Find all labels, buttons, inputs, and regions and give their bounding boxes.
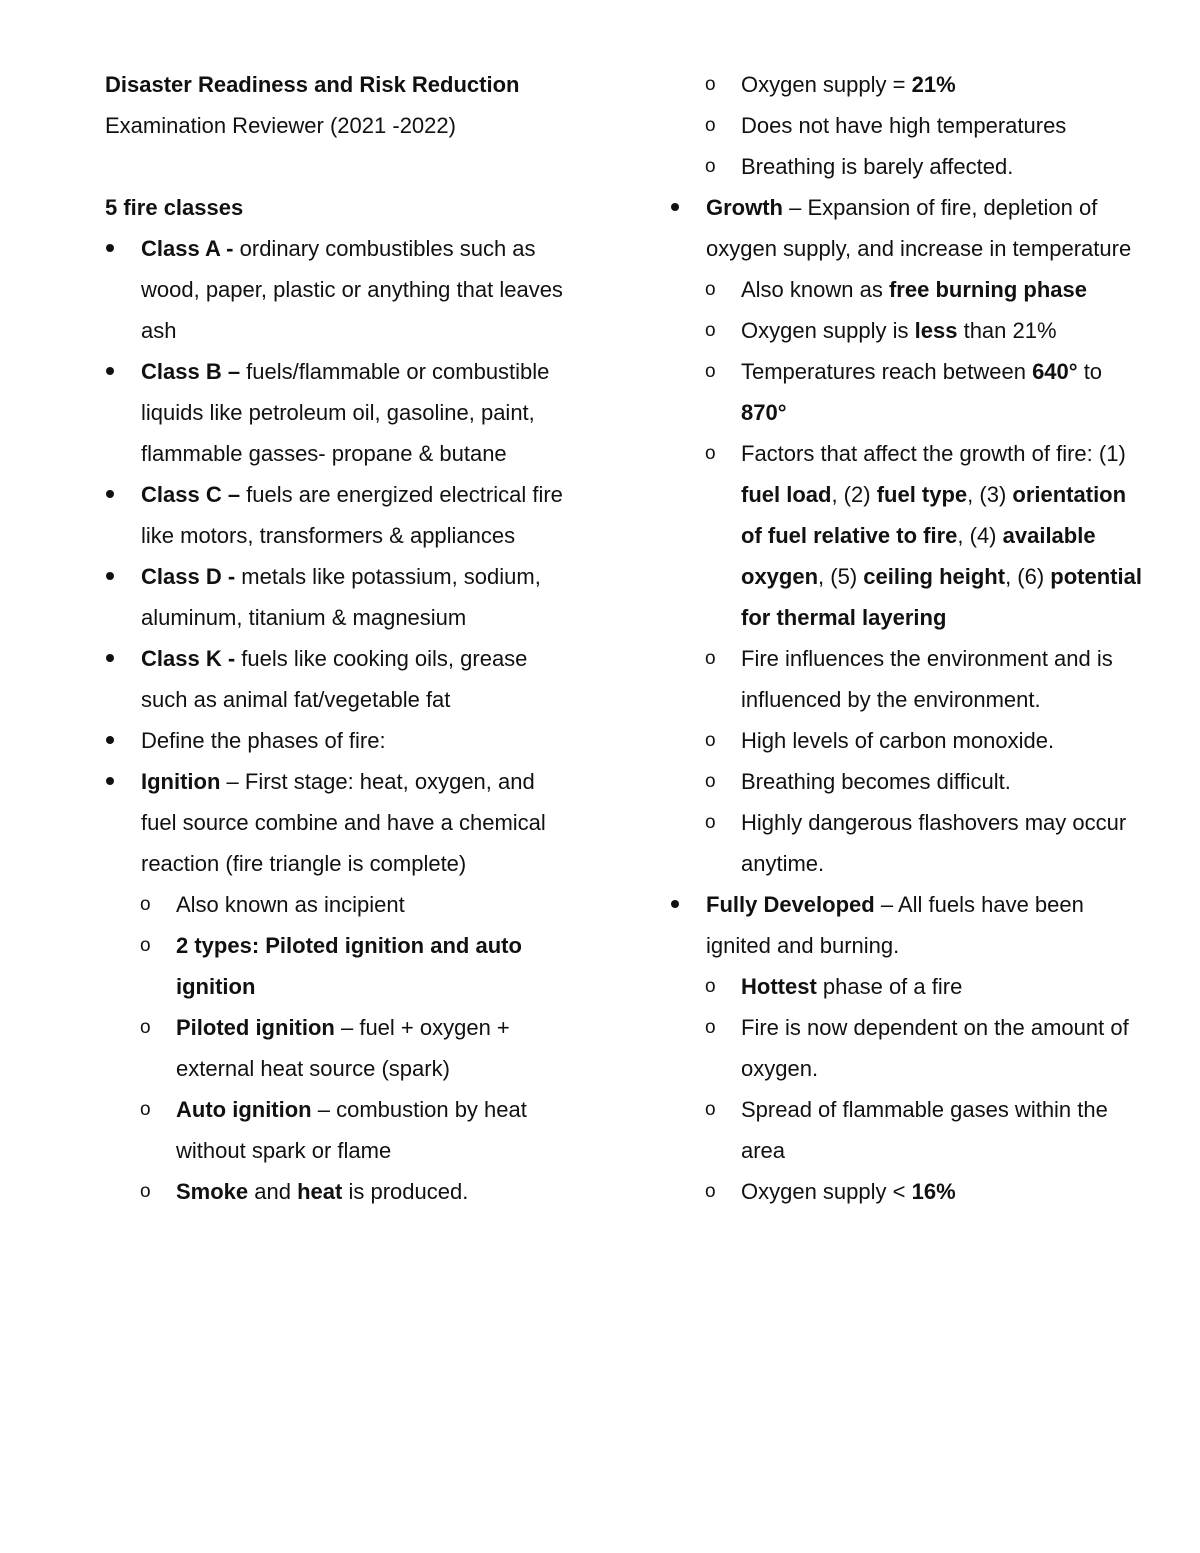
bold-text: fuel type xyxy=(876,482,968,507)
plain-text: , (4) xyxy=(957,523,1003,548)
plain-text: – fuel + oxygen + external heat source (spark) xyxy=(176,1015,510,1081)
left-column xyxy=(105,64,575,1212)
phase-description: – Expansion of fire, depletion of oxygen supply, and increase in temperature xyxy=(706,195,1132,261)
class-description: fuels like cooking oils, grease such as animal fat/vegetable fat xyxy=(141,646,528,712)
fully-developed-item xyxy=(670,884,1145,966)
growth-sublist xyxy=(670,269,1145,884)
class-description: metals like potassium, sodium, aluminum, titanium & magnesium xyxy=(141,564,541,630)
plain-text: phase of a fire xyxy=(816,974,963,999)
bold-text: free burning phase xyxy=(888,277,1088,302)
class-description: fuels are energized electrical fire like motors, transformers & appliances xyxy=(141,482,563,548)
phases-intro: Define the phases of fire: xyxy=(105,720,575,761)
section-heading: 5 fire classes xyxy=(105,195,244,220)
plain-text: Oxygen supply = xyxy=(741,72,912,97)
fully-developed-list xyxy=(670,884,1145,966)
class-c-item xyxy=(105,474,575,556)
ignition-sublist-continued xyxy=(670,64,1145,187)
class-d-item xyxy=(105,556,575,638)
ignition-sub-item: o Breathing is barely affected. xyxy=(741,146,1145,187)
ignition-sub-item xyxy=(741,64,1145,105)
ignition-sublist xyxy=(105,884,575,1212)
growth-sub-item xyxy=(741,269,1145,310)
growth-list xyxy=(670,187,1145,269)
growth-sub-item: o Fire influences the environment and is influenced by the environment. xyxy=(741,638,1145,720)
class-label: Class K - xyxy=(141,646,236,671)
ignition-sub-item xyxy=(176,925,575,1007)
class-description: ordinary combustibles such as wood, paper, plastic or anything that leaves ash xyxy=(141,236,563,343)
growth-sub-item: o Highly dangerous flashovers may occur anytime. xyxy=(741,802,1145,884)
growth-sub-item: o High levels of carbon monoxide. xyxy=(741,720,1145,761)
plain-text: Factors that affect the growth of fire: (1) xyxy=(741,441,1126,466)
document-title: Disaster Readiness and Risk Reduction xyxy=(105,72,520,97)
class-k-item xyxy=(105,638,575,720)
plain-text: to xyxy=(1077,359,1103,384)
growth-sub-item: o Breathing becomes difficult. xyxy=(741,761,1145,802)
plain-text: – combustion by heat without spark or flame xyxy=(176,1097,527,1163)
bold-text: 2 types: Piloted ignition and auto ignition xyxy=(176,933,522,999)
ignition-sub-item xyxy=(176,1171,575,1212)
fully-sub-item xyxy=(741,966,1145,1007)
bold-text: 16% xyxy=(911,1179,956,1204)
ignition-sub-item xyxy=(176,1089,575,1171)
plain-text: Oxygen supply < xyxy=(741,1179,912,1204)
plain-text: is produced. xyxy=(342,1179,469,1204)
fully-sub-item: o Fire is now dependent on the amount of oxygen. xyxy=(741,1007,1145,1089)
class-label: Class B – xyxy=(141,359,241,384)
bold-text: Hottest xyxy=(741,974,817,999)
bold-text: heat xyxy=(297,1179,343,1204)
plain-text: than 21% xyxy=(957,318,1057,343)
class-label: Class C – xyxy=(141,482,241,507)
ignition-item xyxy=(105,761,575,884)
ignition-sub-item: o Does not have high temperatures xyxy=(741,105,1145,146)
bold-text: available oxygen xyxy=(741,523,1096,589)
plain-text: , (5) xyxy=(818,564,864,589)
bold-text: 21% xyxy=(911,72,956,97)
plain-text: Temperatures reach between xyxy=(741,359,1033,384)
phases-intro-list xyxy=(105,720,575,761)
phase-label: Fully Developed xyxy=(706,892,875,917)
ignition-list xyxy=(105,761,575,884)
growth-item xyxy=(670,187,1145,269)
phase-description: – First stage: heat, oxygen, and fuel source combine and have a chemical reaction (fire triangle is complete) xyxy=(141,769,546,876)
phase-description: – All fuels have been ignited and burning. xyxy=(706,892,1084,958)
class-label: Class A - xyxy=(141,236,234,261)
fully-sub-item: o Spread of flammable gases within the area xyxy=(741,1089,1145,1171)
class-a-item xyxy=(105,228,575,351)
growth-sub-item xyxy=(741,433,1145,638)
bold-text: Smoke xyxy=(176,1179,249,1204)
ignition-sub-item: o Also known as incipient xyxy=(176,884,575,925)
plain-text: , (6) xyxy=(1005,564,1051,589)
plain-text: , (2) xyxy=(831,482,877,507)
fire-classes-list xyxy=(105,228,575,720)
bold-text: 870° xyxy=(741,400,787,425)
bold-text: orientation of fuel relative to fire xyxy=(741,482,1127,548)
right-column xyxy=(670,64,1145,1212)
bold-text: potential for thermal layering xyxy=(741,564,1142,630)
growth-sub-item xyxy=(741,310,1145,351)
plain-text: , (3) xyxy=(967,482,1013,507)
plain-text: and xyxy=(248,1179,298,1204)
bold-text: ceiling height xyxy=(863,564,1006,589)
fully-sub-item xyxy=(741,1171,1145,1212)
bold-text: fuel load xyxy=(741,482,832,507)
bold-text: less xyxy=(914,318,958,343)
bold-text: Piloted ignition xyxy=(176,1015,335,1040)
bold-text: Auto ignition xyxy=(176,1097,312,1122)
ignition-sub-item xyxy=(176,1007,575,1089)
plain-text: Oxygen supply is xyxy=(741,318,915,343)
document-subtitle: Examination Reviewer (2021 -2022) xyxy=(105,113,456,138)
class-description: fuels/flammable or combustible liquids like petroleum oil, gasoline, paint, flammable gasses- propane & butane xyxy=(141,359,550,466)
phase-label: Growth xyxy=(706,195,783,220)
class-b-item xyxy=(105,351,575,474)
plain-text: Also known as xyxy=(741,277,889,302)
fully-developed-sublist xyxy=(670,966,1145,1212)
phase-label: Ignition xyxy=(141,769,221,794)
bold-text: 640° xyxy=(1032,359,1078,384)
class-label: Class D - xyxy=(141,564,236,589)
growth-sub-item xyxy=(741,351,1145,433)
